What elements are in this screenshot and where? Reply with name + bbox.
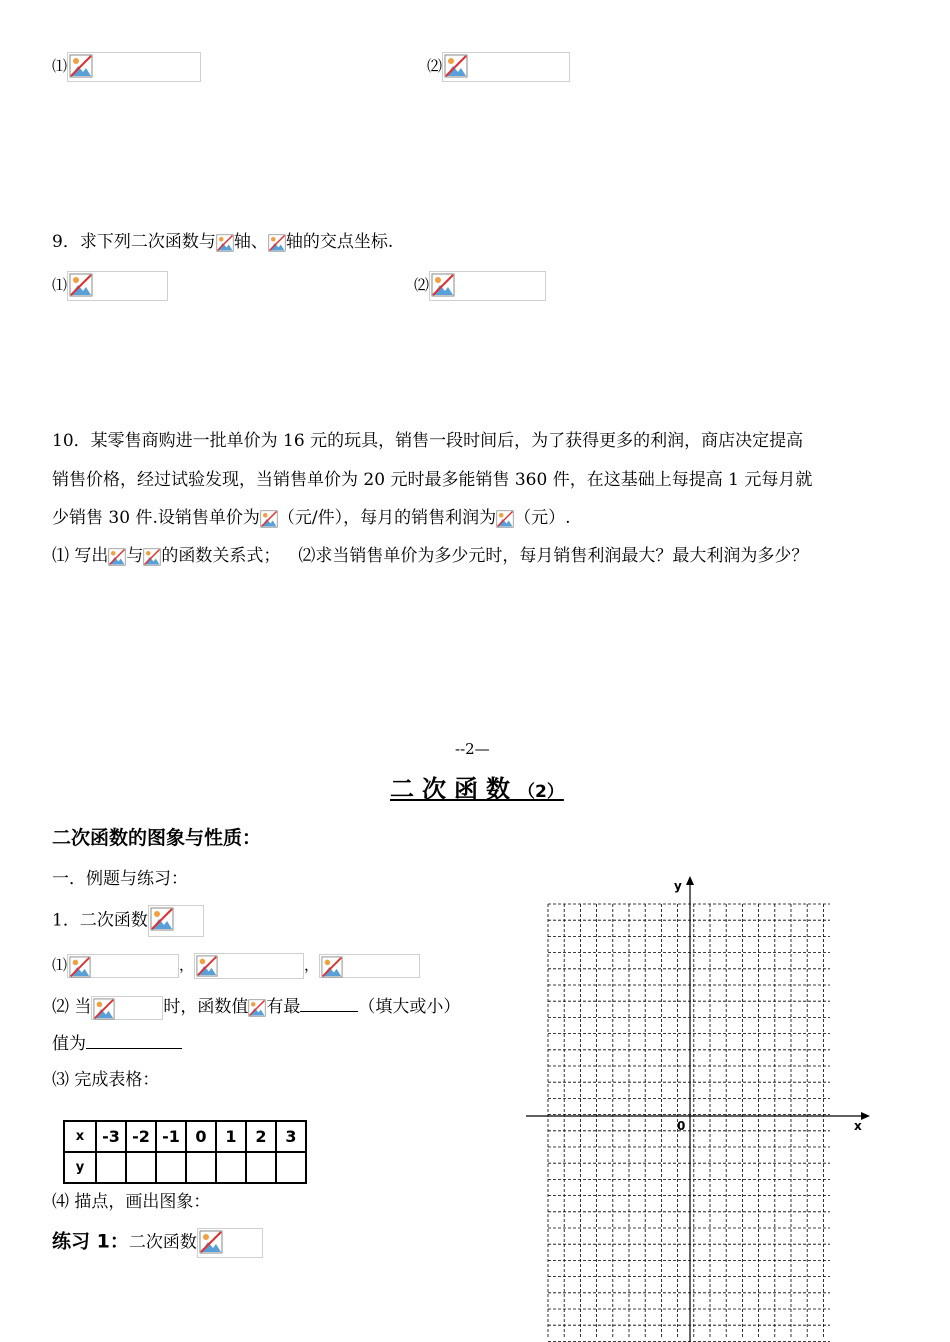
broken-image-icon xyxy=(69,54,93,78)
question-9-item-2 xyxy=(414,271,546,301)
formula-image xyxy=(67,52,201,82)
formula-image xyxy=(67,954,179,978)
page-number: --2— xyxy=(455,740,490,758)
item-number: ⑴ xyxy=(52,57,68,75)
broken-image-icon xyxy=(69,956,91,978)
comma: ， xyxy=(304,956,320,974)
question-10-text: 与 xyxy=(126,546,144,566)
item-text: ⑵ 当 xyxy=(52,997,92,1017)
table-row-y xyxy=(64,1152,306,1183)
table-cell: 2 xyxy=(246,1121,276,1152)
answer-blank[interactable] xyxy=(86,1032,182,1049)
broken-image-icon xyxy=(444,54,468,78)
example-1-label: 1．二次函数 xyxy=(52,910,148,931)
item-number: ⑴ xyxy=(52,956,68,974)
question-10-text: （元/件），每月的销售利润为 xyxy=(277,508,497,528)
question-9-text: 9．求下列二次函数与 xyxy=(52,232,216,252)
origin-label: 0 xyxy=(677,1119,686,1133)
table-cell-empty[interactable] xyxy=(186,1152,216,1183)
table-cell: -3 xyxy=(96,1121,126,1152)
practice-text: 二次函数 xyxy=(128,1232,197,1253)
coordinate-grid[interactable] xyxy=(520,872,880,1342)
broken-image-icon xyxy=(69,273,93,297)
question-9 xyxy=(52,232,393,252)
formula-image xyxy=(429,271,546,301)
item-number: ⑵ xyxy=(414,276,430,294)
answer-blank[interactable] xyxy=(300,995,358,1012)
title-text: 二次函数 xyxy=(390,775,518,803)
comma: ， xyxy=(179,956,195,974)
broken-image-icon xyxy=(108,548,126,566)
question-10-text: ⑵求当销售单价为多少元时，每月销售利润最大？最大利润为多少？ xyxy=(298,546,809,566)
table-cell: -2 xyxy=(126,1121,156,1152)
formula-image xyxy=(148,905,204,937)
table-cell-empty[interactable] xyxy=(96,1152,126,1183)
value-table xyxy=(63,1120,307,1184)
formula-image xyxy=(91,996,163,1020)
y-axis-arrow-icon xyxy=(686,876,694,885)
example-1-item-4: ⑷ 描点，画出图象： xyxy=(52,1192,211,1212)
table-header-x: x xyxy=(64,1121,96,1152)
table-row-x xyxy=(64,1121,306,1152)
question-10-text: 的函数关系式； xyxy=(161,546,281,566)
x-axis-label: x xyxy=(854,1119,862,1133)
question-10-line-4 xyxy=(52,546,808,566)
broken-image-icon xyxy=(216,234,234,252)
formula-image xyxy=(67,271,168,301)
broken-image-icon xyxy=(143,548,161,566)
practice-1 xyxy=(52,1228,263,1258)
item-text: （填大或小） xyxy=(358,997,461,1017)
example-1 xyxy=(52,905,204,937)
y-axis-label: y xyxy=(674,879,682,893)
example-1-value-line xyxy=(52,1032,182,1054)
question-9-text: 轴、 xyxy=(233,232,268,252)
grid-lines xyxy=(548,904,830,1341)
example-1-item-1 xyxy=(52,953,420,979)
formula-image xyxy=(319,954,420,978)
section-heading: 二次函数的图象与性质： xyxy=(52,827,262,849)
broken-image-icon xyxy=(248,999,266,1017)
formula-image xyxy=(194,953,304,979)
item-text: 时，函数值 xyxy=(163,997,249,1017)
table-cell-empty[interactable] xyxy=(156,1152,186,1183)
table-header-y: y xyxy=(64,1152,96,1183)
item-text: 有最 xyxy=(266,997,301,1017)
question-10-line-2: 销售价格，经过试验发现，当销售单价为 20 元时最多能销售 360 件，在这基础上每提高 1 元每月就 xyxy=(52,470,813,490)
table-cell-empty[interactable] xyxy=(276,1152,306,1183)
x-axis-arrow-icon xyxy=(861,1112,870,1120)
top-item-2 xyxy=(427,52,570,82)
table-cell: 1 xyxy=(216,1121,246,1152)
table-cell-empty[interactable] xyxy=(126,1152,156,1183)
top-item-1 xyxy=(52,52,201,82)
broken-image-icon xyxy=(93,998,115,1020)
practice-label: 练习 1： xyxy=(52,1230,129,1253)
broken-image-icon xyxy=(321,956,343,978)
question-10-line-1: 10．某零售商购进一批单价为 16 元的玩具，销售一段时间后，为了获得更多的利润，商店决定提高 xyxy=(52,431,804,451)
title-number: （2） xyxy=(518,782,564,802)
question-10-text: ⑴ 写出 xyxy=(52,546,109,566)
item-text: 值为 xyxy=(52,1034,86,1054)
broken-image-icon xyxy=(268,234,286,252)
example-1-item-2 xyxy=(52,995,460,1020)
question-10-line-3 xyxy=(52,508,570,528)
question-10-text: 少销售 30 件.设销售单价为 xyxy=(52,508,260,528)
formula-image xyxy=(197,1228,263,1258)
question-10-text: （元）. xyxy=(514,508,571,528)
item-number: ⑴ xyxy=(52,276,68,294)
broken-image-icon xyxy=(431,273,455,297)
example-1-item-3: ⑶ 完成表格： xyxy=(52,1070,160,1090)
broken-image-icon xyxy=(196,955,218,977)
question-9-item-1 xyxy=(52,271,168,301)
page-title xyxy=(390,775,564,804)
formula-image xyxy=(442,52,570,82)
table-cell-empty[interactable] xyxy=(216,1152,246,1183)
part-one-heading: 一．例题与练习： xyxy=(52,869,188,889)
table-cell-empty[interactable] xyxy=(246,1152,276,1183)
broken-image-icon xyxy=(496,510,514,528)
item-number: ⑵ xyxy=(427,57,443,75)
broken-image-icon xyxy=(260,510,278,528)
broken-image-icon xyxy=(199,1230,223,1254)
table-cell: 3 xyxy=(276,1121,306,1152)
question-9-text: 轴的交点坐标. xyxy=(285,232,394,252)
broken-image-icon xyxy=(150,907,174,931)
table-cell: 0 xyxy=(186,1121,216,1152)
table-cell: -1 xyxy=(156,1121,186,1152)
